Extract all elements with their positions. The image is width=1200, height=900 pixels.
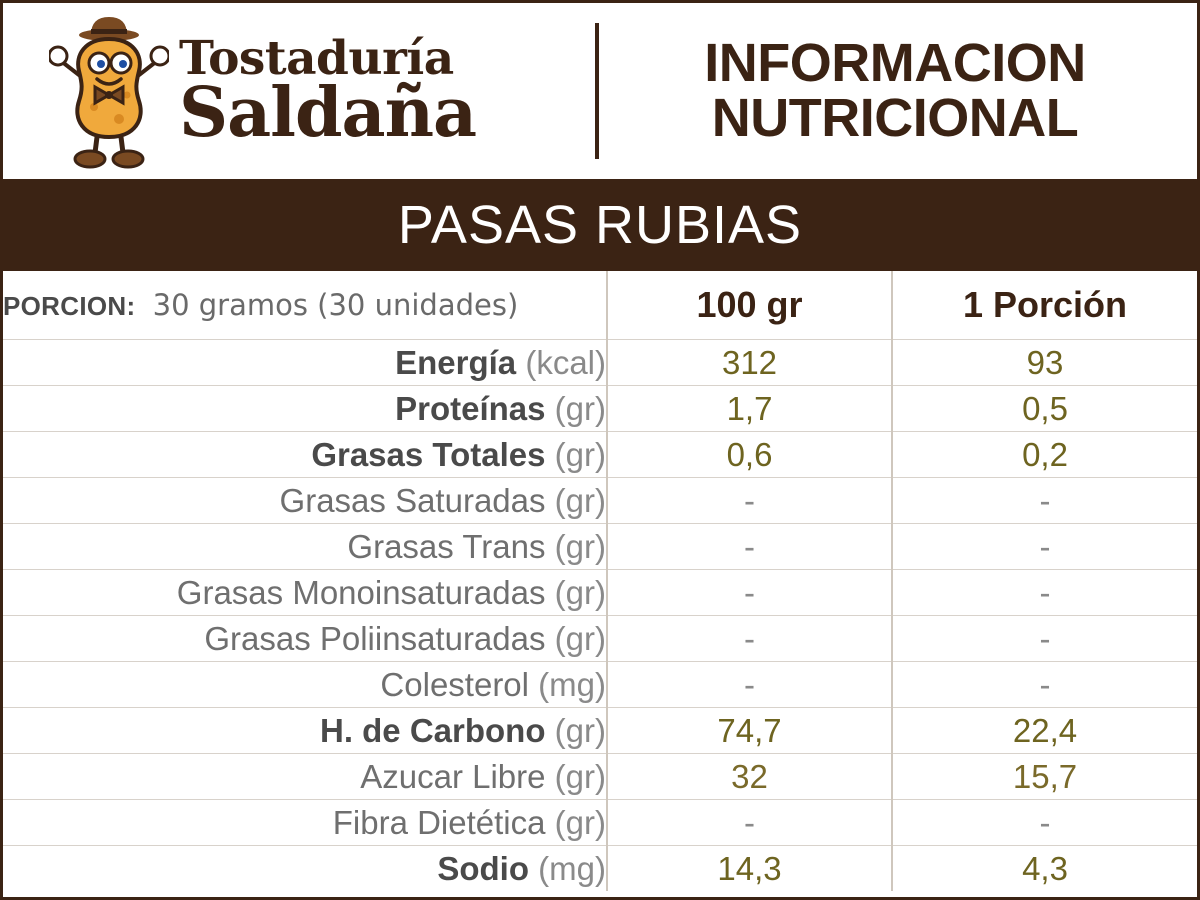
table-row — [3, 616, 1197, 662]
value-per-100gr: 0,6 — [607, 432, 892, 478]
nutrient-unit: (kcal) — [516, 343, 606, 381]
nutrient-unit: (gr) — [545, 757, 606, 795]
table-row — [3, 524, 1197, 570]
column-header-100gr: 100 gr — [607, 271, 892, 340]
nutrient-name: Grasas Poliinsaturadas — [204, 619, 546, 657]
value-per-portion: - — [892, 662, 1197, 708]
value-per-portion: 4,3 — [892, 846, 1197, 892]
value-per-portion: - — [892, 478, 1197, 524]
peanut-mascot-icon — [49, 11, 169, 171]
serving-label: PORCION: — [3, 291, 136, 321]
nutrient-unit: (gr) — [545, 803, 606, 841]
value-per-portion: - — [892, 616, 1197, 662]
nutrient-label — [3, 754, 607, 800]
nutrient-name: Grasas Saturadas — [279, 481, 546, 519]
value-per-100gr: 312 — [607, 340, 892, 386]
nutrient-name: Proteínas — [395, 389, 546, 427]
label-header — [3, 3, 1197, 179]
nutrient-name: Energía — [395, 343, 517, 381]
nutrient-unit: (gr) — [545, 389, 606, 427]
nutrient-name: Grasas Totales — [311, 435, 546, 473]
nutrient-label — [3, 524, 607, 570]
nutrition-table — [3, 271, 1197, 891]
value-per-portion: - — [892, 570, 1197, 616]
nutrient-label — [3, 846, 607, 892]
page-title — [599, 32, 1197, 148]
table-row — [3, 754, 1197, 800]
nutrient-label — [3, 616, 607, 662]
nutrient-unit: (gr) — [545, 573, 606, 611]
table-row — [3, 340, 1197, 386]
serving-cell — [3, 271, 607, 340]
value-per-100gr: - — [607, 478, 892, 524]
page-title-line2: NUTRICIONAL — [711, 88, 1079, 148]
value-per-100gr: - — [607, 800, 892, 846]
table-row — [3, 800, 1197, 846]
value-per-portion: 93 — [892, 340, 1197, 386]
column-header-portion: 1 Porción — [892, 271, 1197, 340]
table-row — [3, 846, 1197, 892]
nutrient-name: Azucar Libre — [360, 757, 546, 795]
nutrient-name: Grasas Trans — [347, 527, 546, 565]
value-per-portion: 0,2 — [892, 432, 1197, 478]
table-row — [3, 386, 1197, 432]
value-per-portion: - — [892, 800, 1197, 846]
nutrient-unit: (mg) — [529, 665, 606, 703]
nutrient-name: Fibra Dietética — [332, 803, 546, 841]
table-row — [3, 662, 1197, 708]
table-row — [3, 432, 1197, 478]
nutrient-unit: (mg) — [529, 849, 606, 887]
nutrient-unit: (gr) — [545, 711, 606, 749]
nutrient-label — [3, 662, 607, 708]
nutrient-label — [3, 386, 607, 432]
brand-block — [3, 3, 595, 179]
value-per-100gr: - — [607, 524, 892, 570]
product-name-bar: PASAS RUBIAS — [3, 179, 1197, 271]
nutrient-label — [3, 570, 607, 616]
value-per-100gr: 74,7 — [607, 708, 892, 754]
table-row — [3, 570, 1197, 616]
nutrient-name: H. de Carbono — [319, 711, 546, 749]
nutrient-label — [3, 708, 607, 754]
nutrient-unit: (gr) — [545, 435, 606, 473]
value-per-portion: 0,5 — [892, 386, 1197, 432]
nutrient-label — [3, 432, 607, 478]
value-per-100gr: 14,3 — [607, 846, 892, 892]
nutrient-name: Grasas Monoinsaturadas — [176, 573, 546, 611]
table-row — [3, 478, 1197, 524]
value-per-100gr: - — [607, 616, 892, 662]
nutrient-unit: (gr) — [545, 527, 606, 565]
nutrient-label — [3, 340, 607, 386]
table-row — [3, 708, 1197, 754]
value-per-100gr: - — [607, 662, 892, 708]
serving-value: 30 gramos (30 unidades) — [152, 288, 519, 322]
value-per-100gr: 32 — [607, 754, 892, 800]
value-per-100gr: 1,7 — [607, 386, 892, 432]
value-per-portion: - — [892, 524, 1197, 570]
nutrient-unit: (gr) — [545, 481, 606, 519]
nutrient-name: Sodio — [437, 849, 529, 887]
value-per-100gr: - — [607, 570, 892, 616]
nutrient-unit: (gr) — [545, 619, 606, 657]
value-per-portion: 22,4 — [892, 708, 1197, 754]
brand-name-line2: Saldaña — [179, 73, 477, 154]
brand-name-line1: Tostaduría — [179, 31, 454, 87]
page-title-line1: INFORMACION — [704, 32, 1086, 93]
value-per-portion: 15,7 — [892, 754, 1197, 800]
nutrient-name: Colesterol — [380, 665, 529, 703]
nutrient-label — [3, 478, 607, 524]
brand-wordmark — [179, 31, 477, 154]
table-header-row — [3, 271, 1197, 340]
nutrition-table-body — [3, 271, 1197, 891]
nutrient-label — [3, 800, 607, 846]
